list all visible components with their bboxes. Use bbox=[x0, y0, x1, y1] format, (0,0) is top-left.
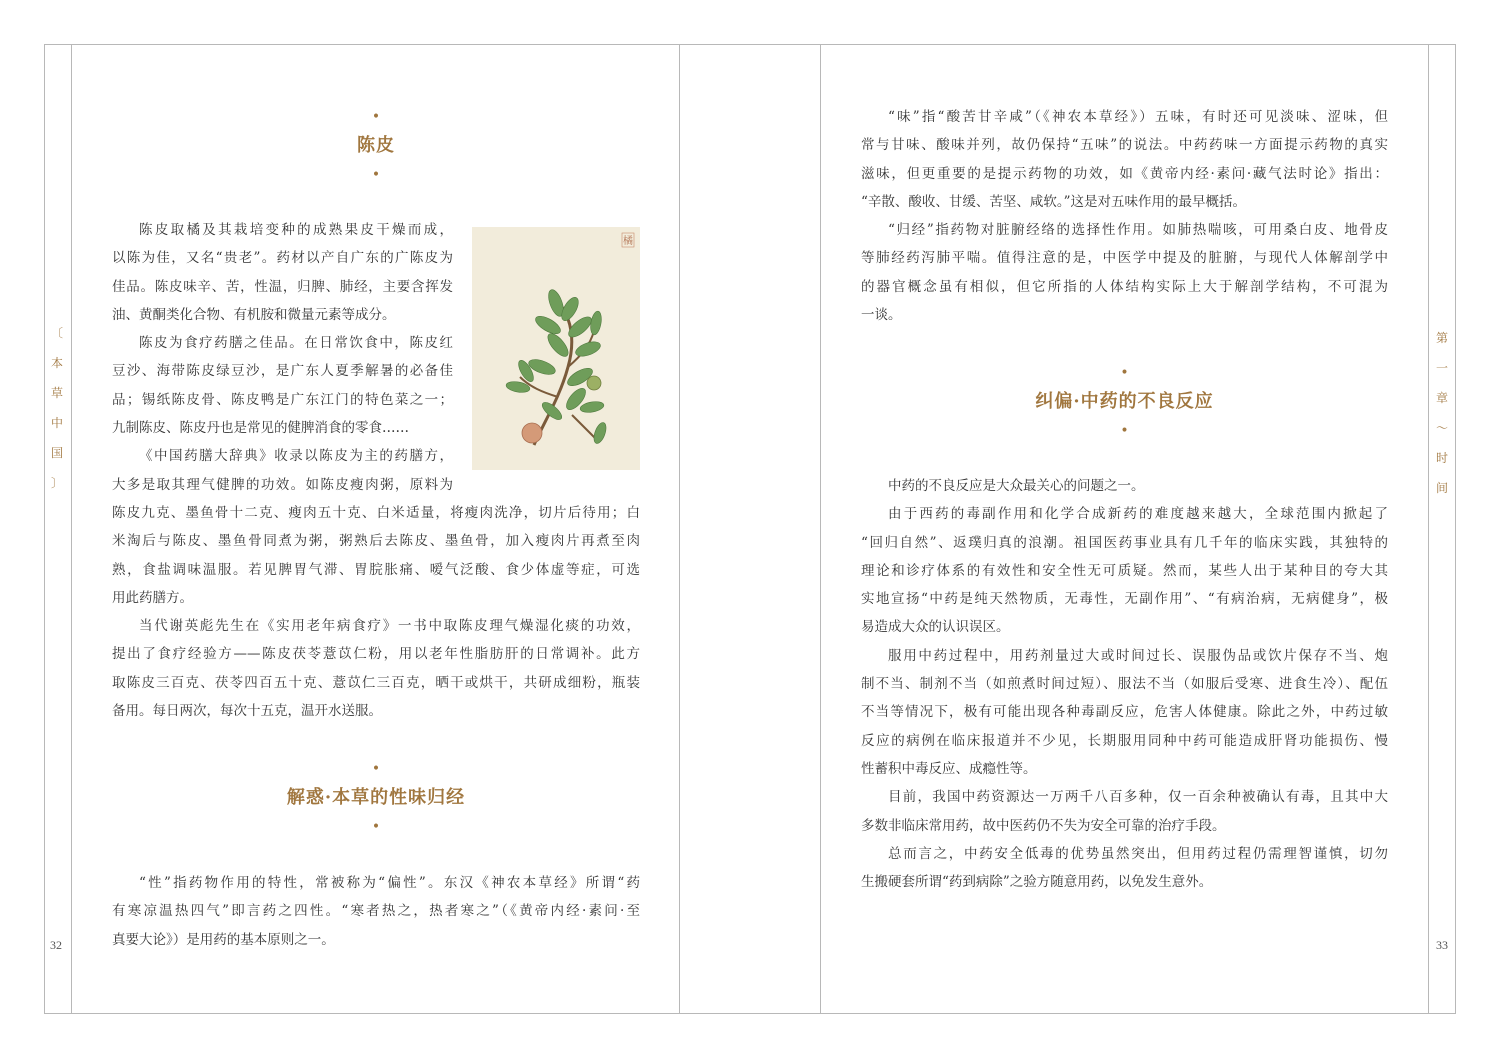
tab-char: 时 bbox=[1435, 451, 1448, 465]
text-line: “味”指“酸苦甘辛咸”（《神农本草经》）五味，有时还可见淡味、涩味，但 bbox=[888, 109, 1388, 125]
section-heading-properties bbox=[112, 762, 640, 834]
text-line: 用此药膳方。 bbox=[112, 589, 193, 606]
text-line: 易造成大众的认识误区。 bbox=[861, 619, 1010, 636]
tab-char: 第 bbox=[1435, 331, 1448, 345]
text-line: 反应的病例在临床报道并不少见，长期服用同种中药可能造成肝肾功能损伤、慢 bbox=[861, 732, 1388, 749]
text-line: 佳品。陈皮味辛、苦，性温，归脾、肺经，主要含挥发 bbox=[112, 278, 453, 295]
text-line: 服用中药过程中，用药剂量过大或时间过长、误服伪品或饮片保存不当、炮 bbox=[888, 647, 1388, 664]
tab-char: 章 bbox=[1435, 391, 1448, 405]
text-line: 多数非临床常用药，故中医药仍不失为安全可靠的治疗手段。 bbox=[861, 817, 1226, 834]
top-rule bbox=[44, 44, 1456, 45]
text-line: 总而言之，中药安全低毒的优势虽然突出，但用药过程仍需理智谨慎，切勿 bbox=[888, 845, 1388, 862]
ornament-dot: • bbox=[371, 109, 381, 125]
text-line: 品；锡纸陈皮骨、陈皮鸭是广东江门的特色菜之一； bbox=[112, 391, 453, 408]
tab-char: 草 bbox=[50, 386, 63, 400]
text-line: 以陈为佳，又名“贵老”。药材以产自广东的广陈皮为 bbox=[112, 250, 453, 267]
text-line: 豆沙、海带陈皮绿豆沙，是广东人夏季解暑的必备佳 bbox=[112, 363, 453, 380]
flavor-meridian-body bbox=[861, 103, 1388, 329]
chapter-tab bbox=[1434, 332, 1450, 512]
text-line: “性”指药物作用的特性，常被称为“偏性”。东汉《神农本草经》所谓“药 bbox=[139, 875, 640, 891]
text-line: 陈皮取橘及其栽培变种的成熟果皮干燥而成， bbox=[139, 222, 453, 238]
text-line: 油、黄酮类化合物、有机胺和微量元素等成分。 bbox=[112, 306, 396, 323]
text-line: 提出了食疗经验方——陈皮茯苓薏苡仁粉，用以老年性脂肪肝的日常调补。此方 bbox=[112, 646, 640, 663]
text-line: 陈皮九克、墨鱼骨十二克、瘦肉五十克、白米适量，将瘦肉洗净，切片后待用；白 bbox=[112, 505, 640, 521]
text-line: 九制陈皮、陈皮丹也是常见的健脾消食的零食…… bbox=[112, 420, 409, 437]
text-line: 等肺经药泻肺平喘。值得注意的是，中医学中提及的脏腑，与现代人体解剖学中 bbox=[861, 250, 1388, 267]
ornament-dot: • bbox=[371, 819, 381, 835]
page-number-left: 32 bbox=[50, 938, 62, 952]
text-line: 中药的不良反应是大众最关心的问题之一。 bbox=[888, 478, 1145, 494]
left-inner-rule bbox=[71, 44, 72, 1014]
tab-char: 一 bbox=[1435, 361, 1448, 375]
ornament-dot: • bbox=[371, 761, 381, 777]
text-line: 大多是取其理气健脾的功效。如陈皮瘦肉粥，原料为 bbox=[112, 476, 453, 493]
text-line: 性蓄积中毒反应、成瘾性等。 bbox=[861, 760, 1037, 777]
spine-left-rule bbox=[679, 44, 680, 1014]
page-number-right: 33 bbox=[1436, 938, 1448, 952]
text-line: 取陈皮三百克、茯苓四百五十克、薏苡仁三百克，晒干或烘干，共研成细粉，瓶装 bbox=[112, 674, 640, 691]
citrus-branch-icon bbox=[472, 227, 640, 470]
text-line: 常与甘味、酸味并列，故仍保持“五味”的说法。中药药味一方面提示药物的真实 bbox=[861, 137, 1388, 154]
right-inner-rule bbox=[1428, 44, 1429, 1014]
text-line: 当代谢英彪先生在《实用老年病食疗》一书中取陈皮理气燥湿化痰的功效， bbox=[139, 618, 640, 635]
chenpi-body-full bbox=[112, 499, 640, 725]
text-line: 由于西药的毒副作用和化学合成新药的难度越来越大，全球范围内掀起了 bbox=[888, 506, 1388, 523]
text-line: 实地宣扬“中药是纯天然物质，无毒性，无副作用”、“有病治病，无病健身”，极 bbox=[861, 591, 1388, 608]
text-line: 生搬硬套所谓“药到病除”之验方随意用药，以免发生意外。 bbox=[861, 874, 1213, 891]
text-line: 不当等情况下，极有可能出现各种毒副反应，危害人体健康。除此之外，中药过敏 bbox=[861, 704, 1388, 721]
text-line: “归经”指药物对脏腑经络的选择性作用。如肺热喘咳，可用桑白皮、地骨皮 bbox=[888, 222, 1388, 239]
text-line: 理论和诊疗体系的有效性和安全性无可质疑。然而，某些人出于某种目的夸大其 bbox=[861, 562, 1388, 579]
adverse-body bbox=[861, 472, 1388, 896]
tab-char: 中 bbox=[50, 416, 63, 430]
text-line: 真要大论》）是用药的基本原则之一。 bbox=[112, 931, 335, 948]
ornament-dot: • bbox=[1120, 423, 1129, 439]
text-line: 制不当、制剂不当（如煎煮时间过短）、服法不当（如服后受寒、进食生冷）、配伍 bbox=[861, 676, 1388, 693]
ornament-dot: • bbox=[371, 167, 381, 183]
ornament-dot: • bbox=[1120, 365, 1129, 381]
citrus-branch-illustration bbox=[472, 227, 640, 470]
text-line: 陈皮为食疗药膳之佳品。在日常饮食中，陈皮红 bbox=[139, 335, 453, 352]
section-heading-chenpi bbox=[112, 110, 640, 182]
text-line: 备用。每日两次，每次十五克，温开水送服。 bbox=[112, 703, 382, 720]
properties-body bbox=[112, 869, 640, 954]
book-title-tab bbox=[49, 327, 65, 507]
seal-text: 橘 bbox=[623, 236, 633, 247]
text-line: 一谈。 bbox=[861, 307, 902, 324]
tab-char: 〜 bbox=[1435, 421, 1448, 435]
right-outer-rule bbox=[1455, 44, 1456, 1014]
text-line: 《中国药膳大辞典》收录以陈皮为主的药膳方， bbox=[139, 448, 453, 465]
tab-char: 本 bbox=[50, 356, 63, 370]
section-title: 解惑·本草的性味归经 bbox=[286, 787, 466, 808]
text-line: “回归自然”、返璞归真的浪潮。祖国医药事业具有几千年的临床实践，其独特的 bbox=[861, 534, 1388, 551]
chenpi-body-wrapped bbox=[112, 216, 453, 499]
text-line: “辛散、酸收、甘缓、苦坚、咸软。”这是对五味作用的最早概括。 bbox=[861, 193, 1247, 210]
bottom-rule bbox=[44, 1013, 1456, 1014]
left-outer-rule bbox=[44, 44, 45, 1014]
section-title: 陈皮 bbox=[357, 135, 395, 156]
tab-char: 〕 bbox=[50, 476, 63, 490]
text-line: 米淘后与陈皮、墨鱼骨同煮为粥，粥熟后去陈皮、墨鱼骨，加入瘦肉片再煮至肉 bbox=[112, 533, 640, 550]
spine-right-rule bbox=[820, 44, 821, 1014]
section-heading-adverse bbox=[861, 366, 1388, 438]
section-title: 纠偏·中药的不良反应 bbox=[1035, 391, 1214, 412]
tab-char: 〔 bbox=[50, 326, 63, 340]
text-line: 的器官概念虽有相似，但它所指的人体结构实际上大于解剖学结构，不可混为 bbox=[861, 278, 1388, 295]
text-line: 目前，我国中药资源达一万两千八百多种，仅一百余种被确认有毒，且其中大 bbox=[888, 789, 1388, 806]
text-line: 熟，食盐调味温服。若见脾胃气滞、胃脘胀痛、嗳气泛酸、食少体虚等症，可选 bbox=[112, 561, 640, 578]
text-line: 滋味，但更重要的是提示药物的功效，如《黄帝内经·素问·藏气法时论》指出： bbox=[861, 165, 1388, 182]
tab-char: 间 bbox=[1435, 481, 1448, 495]
tab-char: 国 bbox=[50, 446, 63, 460]
text-line: 有寒凉温热四气”即言药之四性。“寒者热之，热者寒之”（《黄帝内经·素问·至 bbox=[112, 903, 640, 920]
